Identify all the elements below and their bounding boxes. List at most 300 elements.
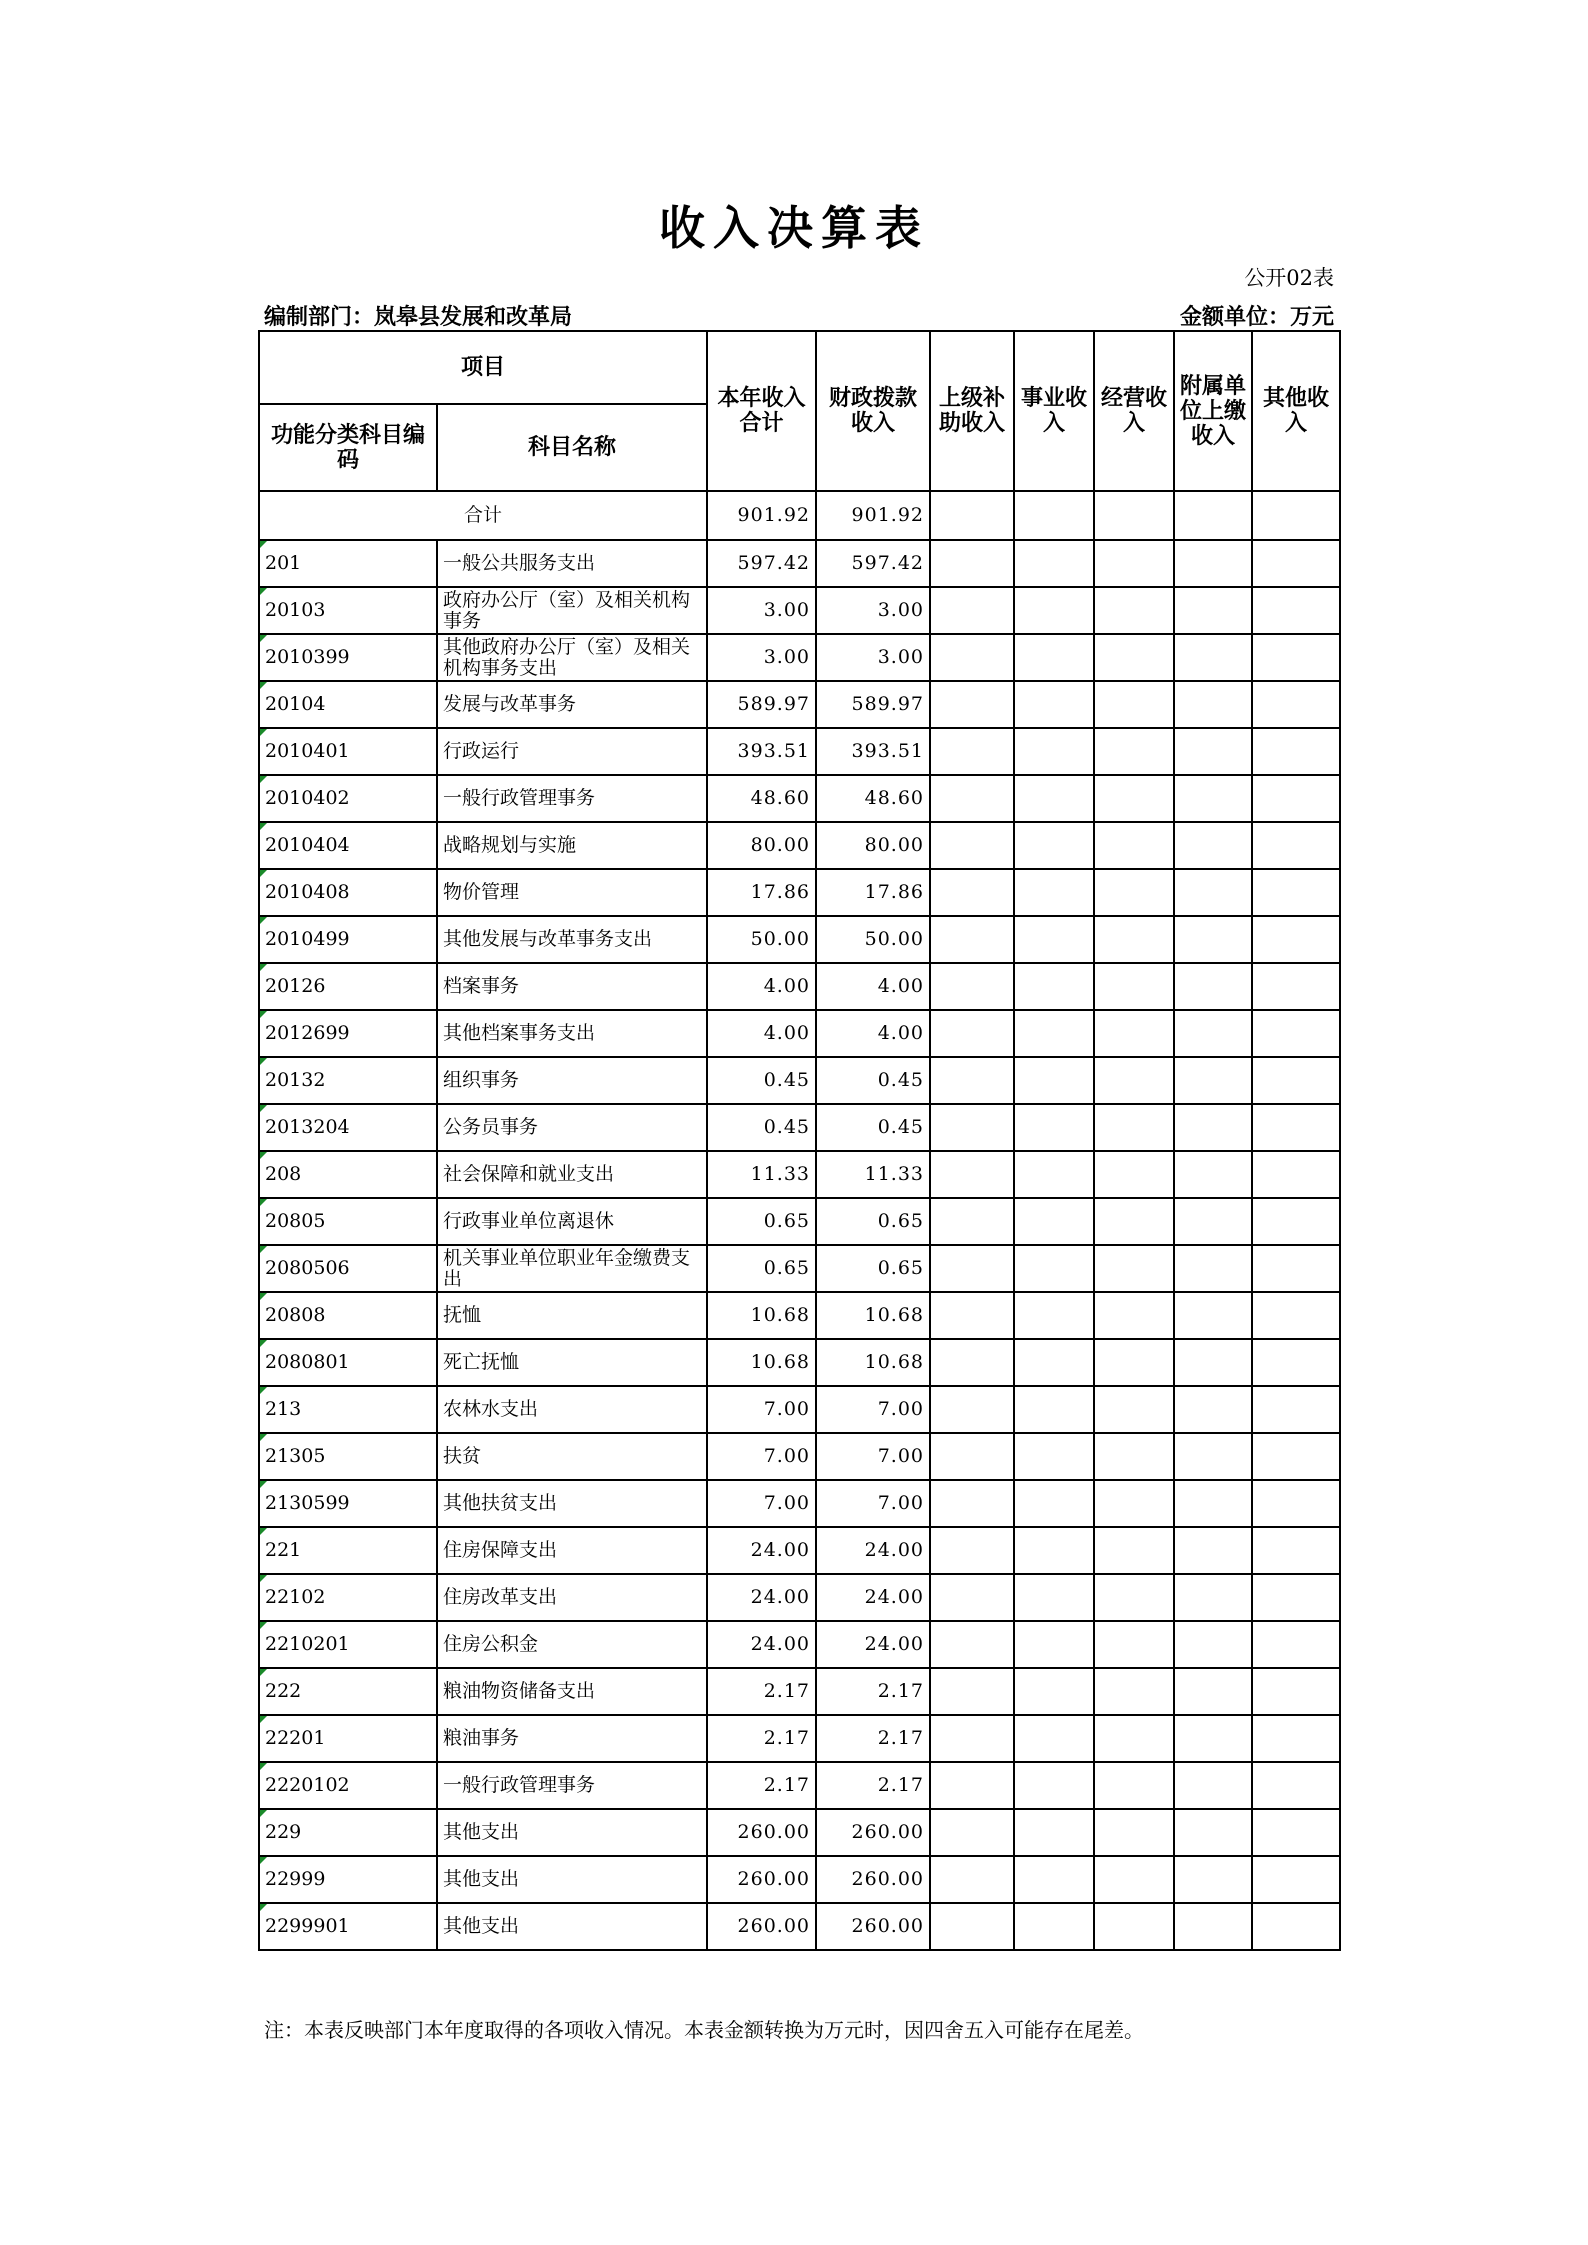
row-code: 201 <box>259 540 437 587</box>
table-row <box>259 1668 1340 1715</box>
row-name: 其他支出 <box>437 1809 707 1856</box>
row-code: 2010402 <box>259 775 437 822</box>
empty-cell <box>1094 1715 1174 1762</box>
empty-cell <box>1094 1621 1174 1668</box>
empty-cell <box>1252 1574 1340 1621</box>
empty-cell <box>930 1292 1014 1339</box>
empty-cell <box>1014 728 1094 775</box>
row-total: 24.00 <box>707 1527 816 1574</box>
empty-cell <box>1094 540 1174 587</box>
header-affiliated: 附属单位上缴收入 <box>1174 331 1252 491</box>
empty-cell <box>1174 1386 1252 1433</box>
empty-cell <box>1094 1480 1174 1527</box>
row-total: 80.00 <box>707 822 816 869</box>
row-name: 其他支出 <box>437 1903 707 1950</box>
row-fiscal: 11.33 <box>816 1151 930 1198</box>
empty-cell <box>1252 1433 1340 1480</box>
empty-cell <box>1252 1245 1340 1292</box>
row-name: 公务员事务 <box>437 1104 707 1151</box>
empty-cell <box>1174 681 1252 728</box>
empty-cell <box>1094 1198 1174 1245</box>
empty-cell <box>930 1668 1014 1715</box>
empty-cell <box>1094 1292 1174 1339</box>
empty-cell <box>930 1574 1014 1621</box>
row-total: 0.45 <box>707 1104 816 1151</box>
row-fiscal: 0.45 <box>816 1057 930 1104</box>
row-name: 死亡抚恤 <box>437 1339 707 1386</box>
empty-cell <box>1014 587 1094 634</box>
row-total: 3.00 <box>707 587 816 634</box>
empty-cell <box>930 1856 1014 1903</box>
row-code: 2012699 <box>259 1010 437 1057</box>
row-fiscal: 3.00 <box>816 634 930 681</box>
empty-cell <box>1174 1198 1252 1245</box>
empty-cell <box>1174 1010 1252 1057</box>
row-total: 3.00 <box>707 634 816 681</box>
row-total: 48.60 <box>707 775 816 822</box>
empty-cell <box>1094 1574 1174 1621</box>
empty-cell <box>1094 1386 1174 1433</box>
empty-cell <box>930 1715 1014 1762</box>
row-code: 22999 <box>259 1856 437 1903</box>
row-fiscal: 24.00 <box>816 1527 930 1574</box>
income-table <box>258 330 1341 1951</box>
row-total: 10.68 <box>707 1292 816 1339</box>
row-name: 战略规划与实施 <box>437 822 707 869</box>
empty-cell <box>930 1809 1014 1856</box>
empty-cell <box>1014 1527 1094 1574</box>
empty-cell <box>1252 1715 1340 1762</box>
empty-cell <box>1094 1245 1174 1292</box>
footnote: 注：本表反映部门本年度取得的各项收入情况。本表金额转换为万元时，因四舍五入可能存在尾差。 <box>264 2018 1144 2042</box>
header-operating: 经营收入 <box>1094 331 1174 491</box>
row-code: 20104 <box>259 681 437 728</box>
row-name: 其他支出 <box>437 1856 707 1903</box>
row-name: 粮油事务 <box>437 1715 707 1762</box>
empty-cell <box>1014 775 1094 822</box>
row-code: 229 <box>259 1809 437 1856</box>
empty-cell <box>1094 1057 1174 1104</box>
department-label: 编制部门：岚皋县发展和改革局 <box>264 304 573 330</box>
empty-cell <box>1174 1527 1252 1574</box>
empty-cell <box>1014 1151 1094 1198</box>
row-fiscal: 2.17 <box>816 1762 930 1809</box>
empty-cell <box>1174 728 1252 775</box>
row-fiscal: 0.65 <box>816 1245 930 1292</box>
row-total: 4.00 <box>707 963 816 1010</box>
empty-cell <box>1014 634 1094 681</box>
empty-cell <box>1252 1903 1340 1950</box>
table-row <box>259 1527 1340 1574</box>
row-code: 20126 <box>259 963 437 1010</box>
row-code: 20103 <box>259 587 437 634</box>
empty-cell <box>1094 963 1174 1010</box>
empty-cell <box>930 1480 1014 1527</box>
row-fiscal: 80.00 <box>816 822 930 869</box>
empty-cell <box>930 1903 1014 1950</box>
row-fiscal: 17.86 <box>816 869 930 916</box>
header-item: 项目 <box>259 331 707 404</box>
empty-cell <box>1174 1574 1252 1621</box>
empty-cell <box>1014 1621 1094 1668</box>
empty-cell <box>1094 728 1174 775</box>
empty-cell <box>1094 1762 1174 1809</box>
empty-cell <box>930 681 1014 728</box>
row-fiscal: 3.00 <box>816 587 930 634</box>
row-code: 2210201 <box>259 1621 437 1668</box>
empty-cell <box>1014 1198 1094 1245</box>
empty-cell <box>1014 1245 1094 1292</box>
empty-cell <box>930 1621 1014 1668</box>
row-code: 2299901 <box>259 1903 437 1950</box>
empty-cell <box>1094 634 1174 681</box>
row-name: 住房保障支出 <box>437 1527 707 1574</box>
table-row <box>259 916 1340 963</box>
empty-cell <box>1014 540 1094 587</box>
empty-cell <box>1252 1480 1340 1527</box>
empty-cell <box>1252 916 1340 963</box>
empty-cell <box>1014 1386 1094 1433</box>
table-row <box>259 1010 1340 1057</box>
empty-cell <box>930 1057 1014 1104</box>
empty-cell <box>1252 1339 1340 1386</box>
empty-cell <box>930 869 1014 916</box>
empty-cell <box>1094 822 1174 869</box>
row-total: 260.00 <box>707 1903 816 1950</box>
empty-cell <box>1252 634 1340 681</box>
row-name: 行政运行 <box>437 728 707 775</box>
row-code: 221 <box>259 1527 437 1574</box>
unit-label: 金额单位：万元 <box>1179 304 1334 330</box>
empty-cell <box>1174 1480 1252 1527</box>
empty-cell <box>1174 587 1252 634</box>
row-fiscal: 2.17 <box>816 1715 930 1762</box>
row-code: 20132 <box>259 1057 437 1104</box>
empty-cell <box>1014 1856 1094 1903</box>
row-fiscal: 589.97 <box>816 681 930 728</box>
empty-cell <box>1174 1621 1252 1668</box>
row-total: 2.17 <box>707 1762 816 1809</box>
empty-cell <box>1094 587 1174 634</box>
empty-cell <box>1174 634 1252 681</box>
row-code: 2130599 <box>259 1480 437 1527</box>
header-code: 功能分类科目编码 <box>259 404 437 491</box>
empty-cell <box>1252 963 1340 1010</box>
empty-cell <box>1094 1668 1174 1715</box>
row-fiscal: 260.00 <box>816 1809 930 1856</box>
empty-cell <box>1252 1292 1340 1339</box>
table-row <box>259 1386 1340 1433</box>
row-name: 抚恤 <box>437 1292 707 1339</box>
empty-cell <box>1094 1856 1174 1903</box>
row-code: 2010399 <box>259 634 437 681</box>
header-total: 本年收入合计 <box>707 331 816 491</box>
empty-cell <box>1252 822 1340 869</box>
empty-cell <box>930 587 1014 634</box>
row-total: 7.00 <box>707 1386 816 1433</box>
empty-cell <box>1252 1527 1340 1574</box>
row-total: 11.33 <box>707 1151 816 1198</box>
table-row <box>259 587 1340 634</box>
empty-cell <box>1174 1104 1252 1151</box>
table-row <box>259 963 1340 1010</box>
empty-cell <box>930 1104 1014 1151</box>
header-superior: 上级补助收入 <box>930 331 1014 491</box>
empty-cell <box>1174 1245 1252 1292</box>
row-total: 0.45 <box>707 1057 816 1104</box>
empty-cell <box>1014 1339 1094 1386</box>
row-total: 50.00 <box>707 916 816 963</box>
empty-cell <box>1014 869 1094 916</box>
empty-cell <box>1252 1151 1340 1198</box>
table-row <box>259 540 1340 587</box>
empty-cell <box>1252 1386 1340 1433</box>
row-code: 2010499 <box>259 916 437 963</box>
row-name: 住房改革支出 <box>437 1574 707 1621</box>
row-total: 7.00 <box>707 1480 816 1527</box>
empty-cell <box>1014 1010 1094 1057</box>
table-row <box>259 1715 1340 1762</box>
empty-cell <box>1094 916 1174 963</box>
empty-cell <box>1094 869 1174 916</box>
row-fiscal: 7.00 <box>816 1433 930 1480</box>
empty-cell <box>1014 1668 1094 1715</box>
empty-cell <box>1252 540 1340 587</box>
empty-cell <box>1174 1057 1252 1104</box>
row-fiscal: 7.00 <box>816 1386 930 1433</box>
row-fiscal: 393.51 <box>816 728 930 775</box>
row-code: 213 <box>259 1386 437 1433</box>
empty-cell <box>1014 1057 1094 1104</box>
empty-cell <box>1014 822 1094 869</box>
empty-cell <box>1014 1715 1094 1762</box>
empty-cell <box>930 728 1014 775</box>
empty-cell <box>930 1386 1014 1433</box>
empty-cell <box>1174 1762 1252 1809</box>
row-name: 其他扶贫支出 <box>437 1480 707 1527</box>
row-total: 0.65 <box>707 1198 816 1245</box>
table-row <box>259 1339 1340 1386</box>
table-row <box>259 1104 1340 1151</box>
empty-cell <box>1252 1809 1340 1856</box>
empty-cell <box>1014 1104 1094 1151</box>
empty-cell <box>1174 491 1252 540</box>
row-name: 一般公共服务支出 <box>437 540 707 587</box>
row-fiscal: 7.00 <box>816 1480 930 1527</box>
table-row <box>259 681 1340 728</box>
empty-cell <box>1014 491 1094 540</box>
header-fiscal: 财政拨款收入 <box>816 331 930 491</box>
page-title: 收入决算表 <box>659 201 929 255</box>
row-total: 24.00 <box>707 1621 816 1668</box>
empty-cell <box>930 963 1014 1010</box>
row-fiscal: 24.00 <box>816 1621 930 1668</box>
row-name: 机关事业单位职业年金缴费支出 <box>437 1245 707 1292</box>
empty-cell <box>1094 1433 1174 1480</box>
row-code: 21305 <box>259 1433 437 1480</box>
empty-cell <box>1252 775 1340 822</box>
total-row-total: 901.92 <box>707 491 816 540</box>
empty-cell <box>1014 1809 1094 1856</box>
empty-cell <box>930 916 1014 963</box>
row-code: 208 <box>259 1151 437 1198</box>
row-fiscal: 597.42 <box>816 540 930 587</box>
total-row-fiscal: 901.92 <box>816 491 930 540</box>
empty-cell <box>1094 1809 1174 1856</box>
table-row <box>259 822 1340 869</box>
header-other: 其他收入 <box>1252 331 1340 491</box>
header-business: 事业收入 <box>1014 331 1094 491</box>
table-row <box>259 1057 1340 1104</box>
empty-cell <box>1014 1903 1094 1950</box>
empty-cell <box>930 491 1014 540</box>
empty-cell <box>1252 869 1340 916</box>
empty-cell <box>1094 681 1174 728</box>
row-name: 其他发展与改革事务支出 <box>437 916 707 963</box>
row-total: 260.00 <box>707 1809 816 1856</box>
empty-cell <box>1174 1668 1252 1715</box>
row-name: 扶贫 <box>437 1433 707 1480</box>
row-name: 组织事务 <box>437 1057 707 1104</box>
row-fiscal: 260.00 <box>816 1856 930 1903</box>
table-row <box>259 1574 1340 1621</box>
empty-cell <box>1252 491 1340 540</box>
row-total: 589.97 <box>707 681 816 728</box>
row-name: 粮油物资储备支出 <box>437 1668 707 1715</box>
row-fiscal: 24.00 <box>816 1574 930 1621</box>
row-code: 2080506 <box>259 1245 437 1292</box>
row-fiscal: 10.68 <box>816 1292 930 1339</box>
table-row <box>259 1151 1340 1198</box>
row-name: 行政事业单位离退休 <box>437 1198 707 1245</box>
table-row <box>259 1621 1340 1668</box>
row-code: 20808 <box>259 1292 437 1339</box>
empty-cell <box>1094 1527 1174 1574</box>
row-name: 其他政府办公厅（室）及相关机构事务支出 <box>437 634 707 681</box>
table-row <box>259 1903 1340 1950</box>
empty-cell <box>1014 1480 1094 1527</box>
empty-cell <box>1252 728 1340 775</box>
row-total: 2.17 <box>707 1668 816 1715</box>
row-fiscal: 2.17 <box>816 1668 930 1715</box>
empty-cell <box>1174 540 1252 587</box>
empty-cell <box>1174 1903 1252 1950</box>
row-name: 住房公积金 <box>437 1621 707 1668</box>
empty-cell <box>1094 1104 1174 1151</box>
empty-cell <box>1174 822 1252 869</box>
row-total: 0.65 <box>707 1245 816 1292</box>
row-code: 2013204 <box>259 1104 437 1151</box>
row-total: 7.00 <box>707 1433 816 1480</box>
empty-cell <box>1252 1057 1340 1104</box>
row-code: 2220102 <box>259 1762 437 1809</box>
empty-cell <box>1014 963 1094 1010</box>
table-row <box>259 634 1340 681</box>
row-code: 2080801 <box>259 1339 437 1386</box>
empty-cell <box>1174 1715 1252 1762</box>
empty-cell <box>1252 681 1340 728</box>
row-total: 597.42 <box>707 540 816 587</box>
row-fiscal: 4.00 <box>816 1010 930 1057</box>
table-row <box>259 1856 1340 1903</box>
row-total: 17.86 <box>707 869 816 916</box>
form-number: 公开02表 <box>1244 266 1334 290</box>
empty-cell <box>930 822 1014 869</box>
empty-cell <box>1252 1668 1340 1715</box>
empty-cell <box>1174 1339 1252 1386</box>
empty-cell <box>1014 1574 1094 1621</box>
row-name: 其他档案事务支出 <box>437 1010 707 1057</box>
row-code: 20805 <box>259 1198 437 1245</box>
empty-cell <box>1094 1903 1174 1950</box>
empty-cell <box>930 1527 1014 1574</box>
row-fiscal: 260.00 <box>816 1903 930 1950</box>
row-code: 22102 <box>259 1574 437 1621</box>
empty-cell <box>1174 1809 1252 1856</box>
row-name: 一般行政管理事务 <box>437 775 707 822</box>
table-row <box>259 1198 1340 1245</box>
empty-cell <box>1014 1433 1094 1480</box>
empty-cell <box>1174 1151 1252 1198</box>
empty-cell <box>1094 775 1174 822</box>
empty-cell <box>930 1245 1014 1292</box>
row-total: 2.17 <box>707 1715 816 1762</box>
row-name: 社会保障和就业支出 <box>437 1151 707 1198</box>
row-name: 农林水支出 <box>437 1386 707 1433</box>
header-name: 科目名称 <box>437 404 707 491</box>
empty-cell <box>1174 1433 1252 1480</box>
empty-cell <box>1252 1198 1340 1245</box>
empty-cell <box>1014 916 1094 963</box>
empty-cell <box>930 540 1014 587</box>
row-name: 一般行政管理事务 <box>437 1762 707 1809</box>
empty-cell <box>1174 1292 1252 1339</box>
table-row <box>259 728 1340 775</box>
table-row <box>259 869 1340 916</box>
row-name: 政府办公厅（室）及相关机构事务 <box>437 587 707 634</box>
empty-cell <box>1252 1104 1340 1151</box>
row-total: 4.00 <box>707 1010 816 1057</box>
empty-cell <box>930 775 1014 822</box>
row-total: 24.00 <box>707 1574 816 1621</box>
empty-cell <box>1094 1151 1174 1198</box>
empty-cell <box>930 1339 1014 1386</box>
empty-cell <box>1252 1010 1340 1057</box>
empty-cell <box>1252 1856 1340 1903</box>
row-name: 档案事务 <box>437 963 707 1010</box>
row-name: 物价管理 <box>437 869 707 916</box>
table-row <box>259 1292 1340 1339</box>
empty-cell <box>1174 963 1252 1010</box>
empty-cell <box>1094 491 1174 540</box>
empty-cell <box>1174 869 1252 916</box>
empty-cell <box>1252 1621 1340 1668</box>
empty-cell <box>1174 775 1252 822</box>
empty-cell <box>1094 1339 1174 1386</box>
empty-cell <box>930 1762 1014 1809</box>
total-row <box>259 491 1340 540</box>
table-row <box>259 1809 1340 1856</box>
row-code: 22201 <box>259 1715 437 1762</box>
empty-cell <box>930 634 1014 681</box>
row-code: 222 <box>259 1668 437 1715</box>
row-fiscal: 0.65 <box>816 1198 930 1245</box>
row-code: 2010408 <box>259 869 437 916</box>
row-total: 393.51 <box>707 728 816 775</box>
empty-cell <box>1014 1292 1094 1339</box>
empty-cell <box>1252 587 1340 634</box>
row-total: 260.00 <box>707 1856 816 1903</box>
